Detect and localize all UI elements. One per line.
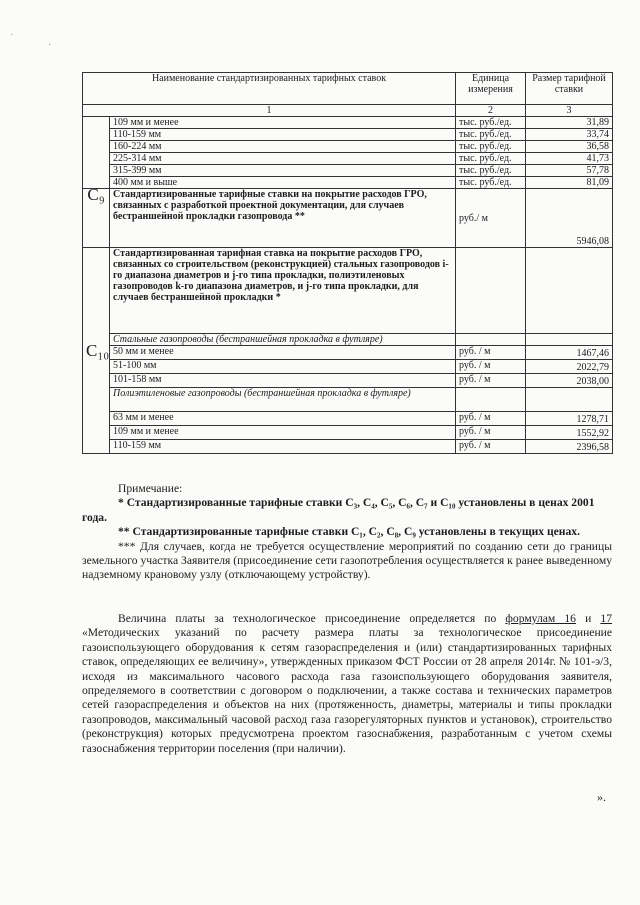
paragraph-text: Величина платы за технологическое присоединение определяется по bbox=[118, 612, 506, 625]
c9-text: Стандартизированные тарифные ставки на покрытие расходов ГРО, связанных с разработкой проектной документации, для случаев бестраншейной прокладки газопровода ** bbox=[110, 189, 456, 248]
c10-row bbox=[83, 248, 613, 334]
header-name: Наименование стандартизированных тарифных ставок bbox=[83, 73, 456, 105]
row-value: 33,74 bbox=[526, 129, 613, 141]
scan-mark: · bbox=[48, 40, 52, 51]
table-row bbox=[83, 177, 613, 189]
paragraph-text: и bbox=[575, 612, 601, 625]
table-row bbox=[83, 165, 613, 177]
row-value: 1278,71 bbox=[526, 412, 613, 426]
column-number-row bbox=[83, 105, 613, 117]
formula-16-link[interactable]: формулам 16 bbox=[505, 612, 576, 625]
c10-text: Стандартизированная тарифная ставка на покрытие расходов ГРО, связанных со строительством (реконструкцией) стальных газопроводов i-го диапазона диаметров и j-го типа прокладки, полиэтиленовых газопроводов k-го диапазона диаметров, и j-го типа прокладки, для случаев бестраншейной прокладки * bbox=[110, 248, 456, 334]
table-row bbox=[83, 129, 613, 141]
row-label: 51-100 мм bbox=[110, 360, 456, 374]
table-row bbox=[83, 426, 613, 440]
row-value: 31,89 bbox=[526, 117, 613, 129]
row-label: 109 мм и менее bbox=[110, 117, 456, 129]
row-unit: тыс. руб./ед. bbox=[456, 153, 526, 165]
row-value: 41,73 bbox=[526, 153, 613, 165]
row-unit: руб. / м bbox=[456, 440, 526, 454]
table-row bbox=[83, 346, 613, 360]
c10-code: C₁₀ bbox=[83, 248, 110, 454]
note-1: * Стандартизированные тарифные ставки C₃, C₄, C₅, C₆, C₇ и C₁₀ установлены в ценах 2001 года. bbox=[82, 496, 595, 524]
colnum: 2 bbox=[456, 105, 526, 117]
empty-cell bbox=[456, 388, 526, 412]
row-unit: руб. / м bbox=[456, 346, 526, 360]
notes-section bbox=[82, 482, 612, 583]
table-row bbox=[83, 153, 613, 165]
row-value: 2038,00 bbox=[526, 374, 613, 388]
row-value: 2022,79 bbox=[526, 360, 613, 374]
table-row bbox=[83, 374, 613, 388]
row-unit: руб. / м bbox=[456, 412, 526, 426]
c9-value: 5946,08 bbox=[526, 189, 613, 248]
table-row bbox=[83, 412, 613, 426]
c10-unit-empty bbox=[456, 248, 526, 334]
note-2: ** Стандартизированные тарифные ставки C₁, C₂, C₈, C₉ установлены в текущих ценах. bbox=[118, 525, 580, 539]
row-value: 1552,92 bbox=[526, 426, 613, 440]
row-code-empty bbox=[83, 117, 110, 189]
notes-title: Примечание: bbox=[118, 482, 183, 495]
row-value: 36,58 bbox=[526, 141, 613, 153]
row-label: 315-399 мм bbox=[110, 165, 456, 177]
scan-mark: · bbox=[10, 30, 14, 41]
empty-cell bbox=[526, 334, 613, 346]
fee-paragraph bbox=[82, 612, 612, 756]
row-value: 81,09 bbox=[526, 177, 613, 189]
c9-row bbox=[83, 189, 613, 248]
row-unit: тыс. руб./ед. bbox=[456, 129, 526, 141]
colnum: 3 bbox=[526, 105, 613, 117]
colnum: 1 bbox=[83, 105, 456, 117]
row-value: 2396,58 bbox=[526, 440, 613, 454]
row-unit: тыс. руб./ед. bbox=[456, 177, 526, 189]
row-unit: руб. / м bbox=[456, 374, 526, 388]
row-unit: руб. / м bbox=[456, 360, 526, 374]
row-label: 63 мм и менее bbox=[110, 412, 456, 426]
table-header-row bbox=[83, 73, 613, 105]
paragraph-text: «Методических указаний по расчету размера платы за технологическое присоединение газоиспользующего оборудования к сетям газораспределения и (или) стандартизированных тарифных ставок, определяющих ее величину», утвержденных приказом ФСТ России от 28 апреля 2014г. № 101-э/3, исходя из максимального часового расхода газа газоиспользующего оборудования заявителя, определяемого в соответствии с договором о подключении, а также состава и технических параметров сетей газораспределения и объектов на них (протяженность, диаметры, материалы и типы прокладки газопроводов, максимальный часовой расход газа газорегуляторных пунктов и установок), строительство (реконструкция) которых предусмотрена проектом газоснабжения, разработанным с учетом схемы газоснабжения территории поселения (при наличии). bbox=[82, 626, 612, 755]
table-row bbox=[83, 440, 613, 454]
row-label: 50 мм и менее bbox=[110, 346, 456, 360]
c10-value-empty bbox=[526, 248, 613, 334]
note-3: *** Для случаев, когда не требуется осуществление мероприятий по созданию сети до границы земельного участка Заявителя (присоединение сети газопотребления осуществляется к ранее выведенному надземному крановому узлу (отключающему устройству). bbox=[82, 539, 612, 582]
row-label: 160-224 мм bbox=[110, 141, 456, 153]
row-value: 1467,46 bbox=[526, 346, 613, 360]
empty-cell bbox=[526, 388, 613, 412]
header-unit: Единица измерения bbox=[456, 73, 526, 105]
row-unit: тыс. руб./ед. bbox=[456, 165, 526, 177]
row-unit: тыс. руб./ед. bbox=[456, 141, 526, 153]
tariff-table bbox=[82, 72, 613, 454]
row-label: 400 мм и выше bbox=[110, 177, 456, 189]
poly-header: Полиэтиленовые газопроводы (бестраншейная прокладка в футляре) bbox=[110, 388, 456, 412]
table-row bbox=[83, 141, 613, 153]
row-unit: руб. / м bbox=[456, 426, 526, 440]
row-label: 110-159 мм bbox=[110, 129, 456, 141]
row-label: 101-158 мм bbox=[110, 374, 456, 388]
poly-header-row bbox=[83, 388, 613, 412]
empty-cell bbox=[456, 334, 526, 346]
row-unit: тыс. руб./ед. bbox=[456, 117, 526, 129]
end-quote: ». bbox=[597, 790, 606, 804]
c9-unit: руб./ м bbox=[456, 189, 526, 248]
table-row bbox=[83, 117, 613, 129]
steel-header: Стальные газопроводы (бестраншейная прокладка в футляре) bbox=[110, 334, 456, 346]
table-row bbox=[83, 360, 613, 374]
row-label: 225-314 мм bbox=[110, 153, 456, 165]
formula-17-link[interactable]: 17 bbox=[600, 612, 612, 625]
steel-header-row bbox=[83, 334, 613, 346]
row-label: 110-159 мм bbox=[110, 440, 456, 454]
c9-code: C₉ bbox=[83, 189, 110, 248]
header-size: Размер тарифной ставки bbox=[526, 73, 613, 105]
row-label: 109 мм и менее bbox=[110, 426, 456, 440]
row-value: 57,78 bbox=[526, 165, 613, 177]
